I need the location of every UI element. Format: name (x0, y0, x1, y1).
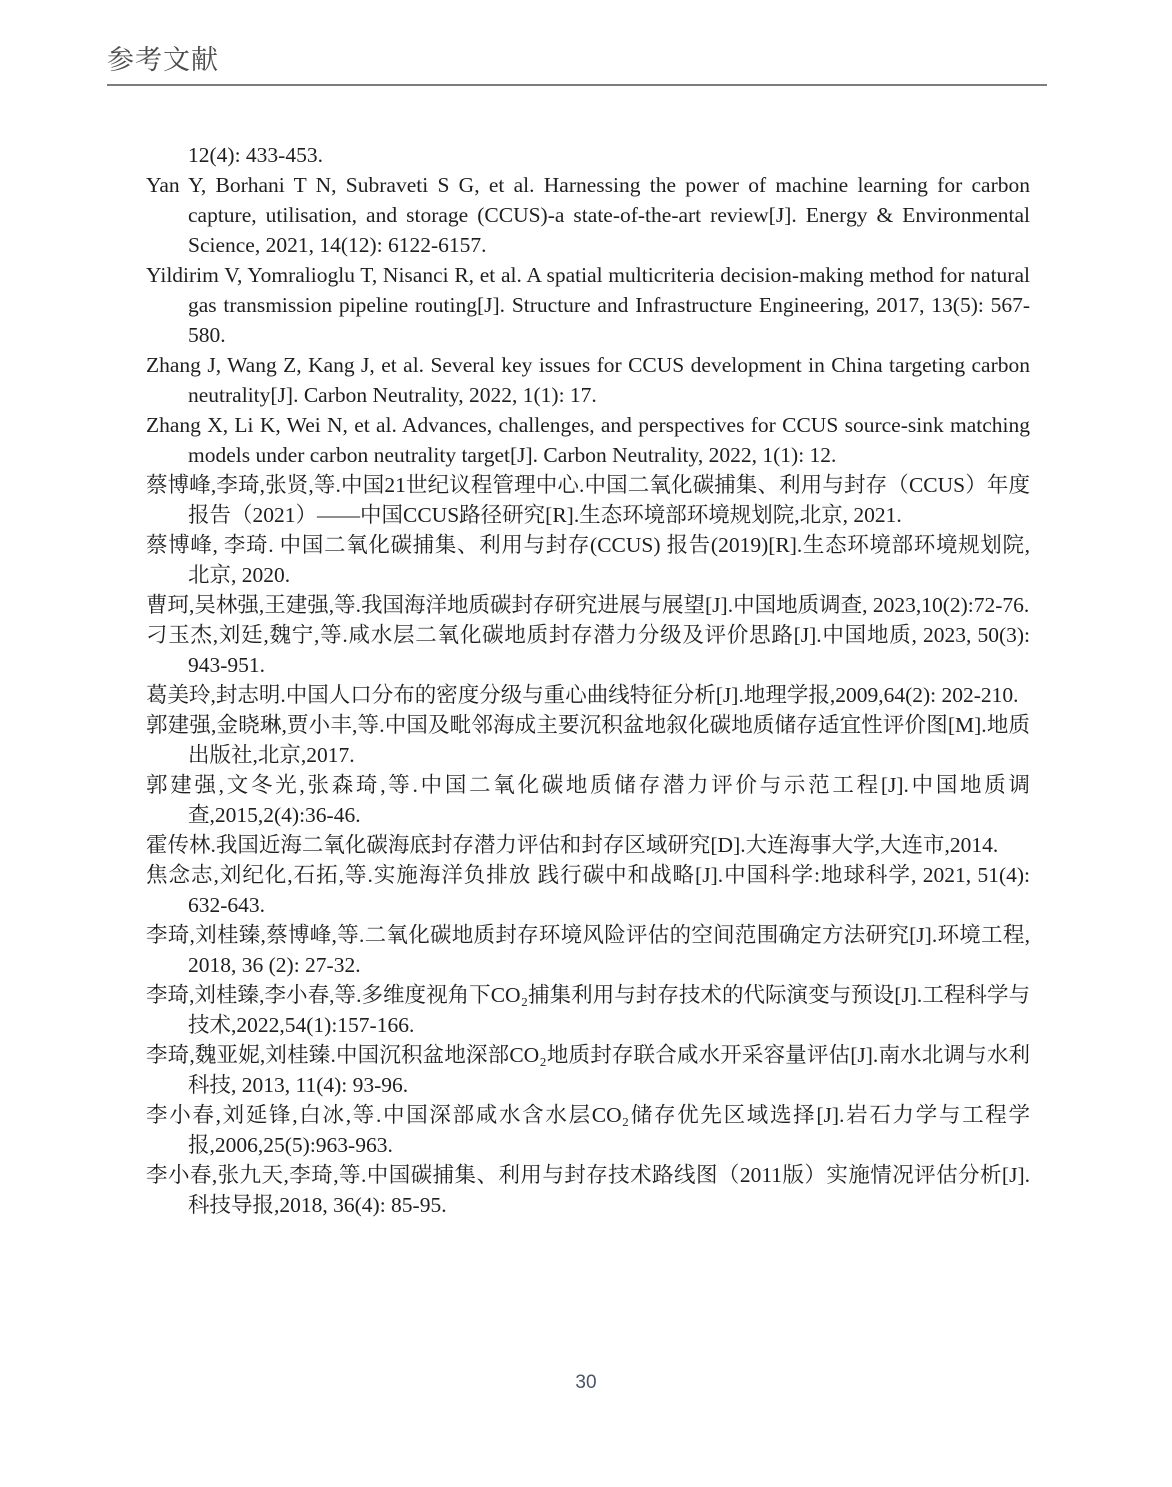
reference-item: 郭建强,文冬光,张森琦,等.中国二氧化碳地质储存潜力评价与示范工程[J].中国地质调查,2015,2(4):36-46. (146, 773, 1030, 827)
reference-item: 李小春,刘延锋,白冰,等.中国深部咸水含水层CO₂储存优先区域选择[J].岩石力学与工程学报,2006,25(5):963-963. (146, 1103, 1030, 1157)
reference-item: 李琦,刘桂臻,李小春,等.多维度视角下CO₂捕集利用与封存技术的代际演变与预设[J].工程科学与技术,2022,54(1):157-166. (146, 983, 1030, 1037)
reference-item: 刁玉杰,刘廷,魏宁,等.咸水层二氧化碳地质封存潜力分级及评价思路[J].中国地质, 2023, 50(3): 943-951. (146, 623, 1030, 677)
reference-item: 李小春,张九天,李琦,等.中国碳捕集、利用与封存技术路线图（2011版）实施情况评估分析[J].科技导报,2018, 36(4): 85-95. (146, 1163, 1030, 1217)
page-footer (0, 1372, 1172, 1394)
reference-item: Yildirim V, Yomralioglu T, Nisanci R, et al. A spatial multicriteria decision-making method for natural gas transmission pipeline routing[J]. Structure and Infrastructure Engineering, 2017, 13(5): 567-580. (146, 263, 1030, 347)
page-header (107, 44, 1047, 86)
reference-item: 12(4): 433-453. (188, 143, 323, 167)
reference-item: Zhang J, Wang Z, Kang J, et al. Several key issues for CCUS development in China targeting carbon neutrality[J]. Carbon Neutrality, 2022, 1(1): 17. (146, 353, 1030, 407)
page-header-title: 参考文献 (107, 45, 219, 75)
reference-item: 郭建强,金晓琳,贾小丰,等.中国及毗邻海成主要沉积盆地叙化碳地质储存适宜性评价图[M].地质出版社,北京,2017. (146, 713, 1030, 767)
header-rule (107, 84, 1047, 86)
reference-item: 曹珂,吴林强,王建强,等.我国海洋地质碳封存研究进展与展望[J].中国地质调查, 2023,10(2):72-76. (146, 593, 1030, 617)
reference-item: Yan Y, Borhani T N, Subraveti S G, et al. Harnessing the power of machine learning for carbon capture, utilisation, and storage (CCUS)-a state-of-the-art review[J]. Energy & Environmental Science, 2021, 14(12): 6122-6157. (146, 173, 1030, 257)
reference-item: Zhang X, Li K, Wei N, et al. Advances, challenges, and perspectives for CCUS source-sink matching models under carbon neutrality target[J]. Carbon Neutrality, 2022, 1(1): 12. (146, 413, 1030, 467)
reference-item: 蔡博峰,李琦,张贤,等.中国21世纪议程管理中心.中国二氧化碳捕集、利用与封存（CCUS）年度报告（2021）——中国CCUS路径研究[R].生态环境部环境规划院,北京, 2021. (146, 473, 1030, 527)
reference-item: 霍传林.我国近海二氧化碳海底封存潜力评估和封存区域研究[D].大连海事大学,大连市,2014. (146, 833, 999, 857)
reference-item: 李琦,魏亚妮,刘桂臻.中国沉积盆地深部CO₂地质封存联合咸水开采容量评估[J].南水北调与水利科技, 2013, 11(4): 93-96. (146, 1043, 1030, 1097)
reference-item: 葛美玲,封志明.中国人口分布的密度分级与重心曲线特征分析[J].地理学报,2009,64(2): 202-210. (146, 683, 1019, 707)
reference-item: 蔡博峰, 李琦. 中国二氧化碳捕集、利用与封存(CCUS) 报告(2019)[R].生态环境部环境规划院, 北京, 2020. (146, 533, 1030, 587)
reference-item: 李琦,刘桂臻,蔡博峰,等.二氧化碳地质封存环境风险评估的空间范围确定方法研究[J].环境工程, 2018, 36 (2): 27-32. (146, 923, 1030, 977)
references-list (146, 140, 1030, 1220)
page-number: 30 (575, 1372, 597, 1393)
reference-item: 焦念志,刘纪化,石拓,等.实施海洋负排放 践行碳中和战略[J].中国科学:地球科学, 2021, 51(4): 632-643. (146, 863, 1030, 917)
